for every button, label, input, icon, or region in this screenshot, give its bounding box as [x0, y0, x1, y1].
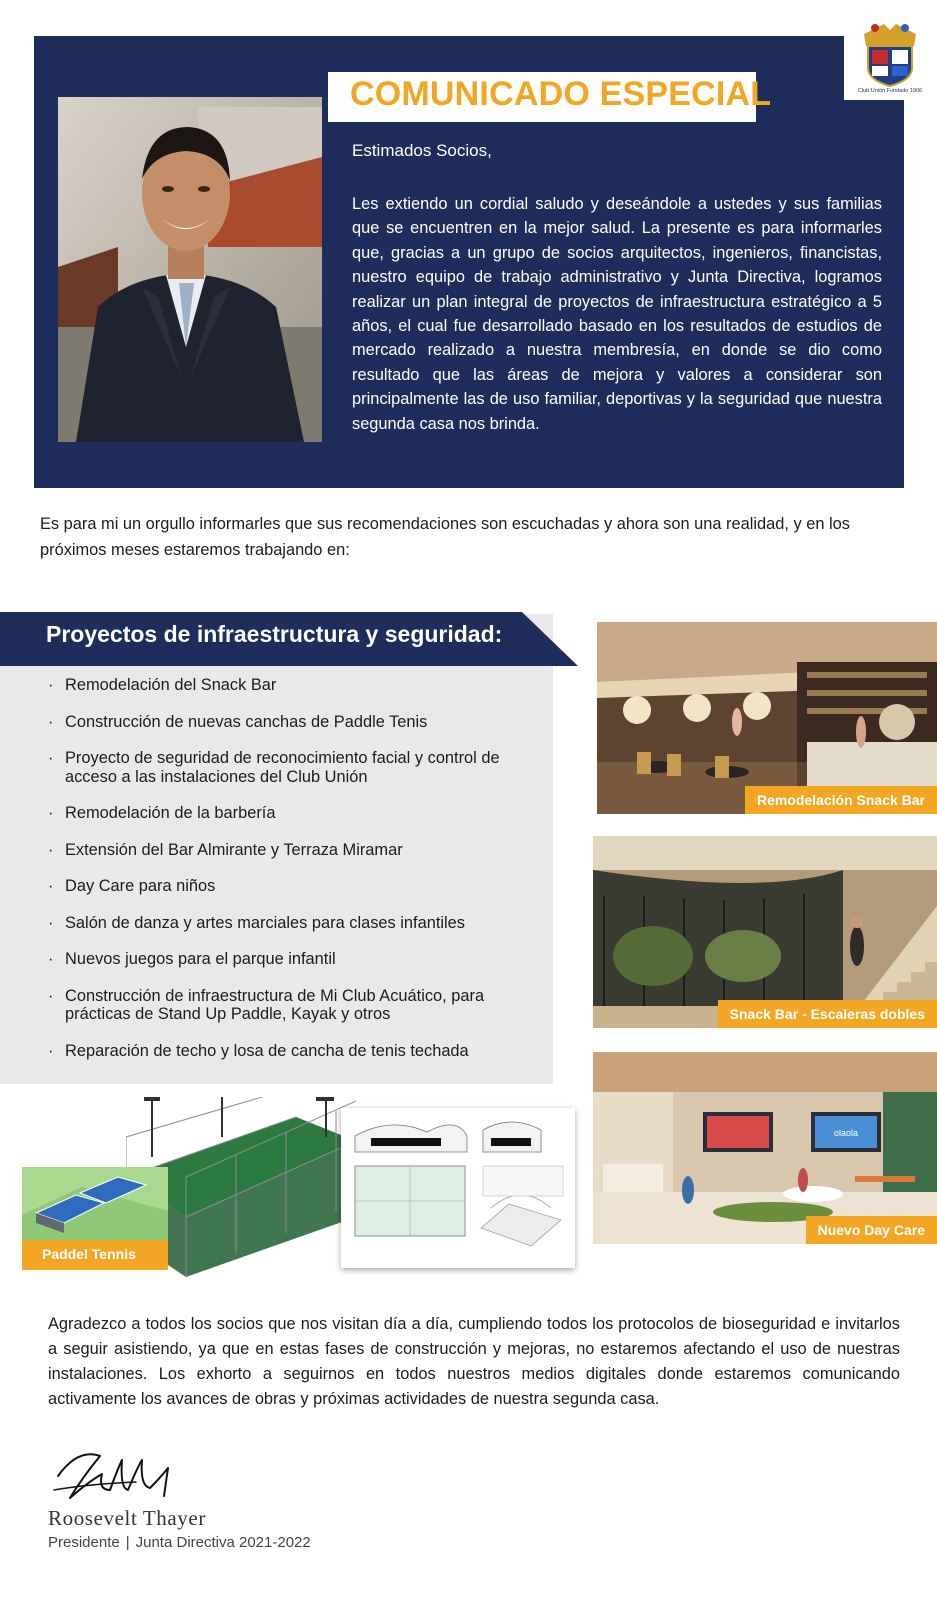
padel-caption: Paddel Tennis — [42, 1246, 136, 1262]
greeting: Estimados Socios, — [352, 141, 492, 160]
bullet-icon: · — [48, 877, 54, 895]
list-item: · Construcción de infraestructura de Mi Club Acuático, para prácticas de Stand Up Paddle, Kayak y otros — [48, 986, 485, 1023]
list-item: · Nuevos juegos para el parque infantil — [48, 950, 336, 968]
closing-paragraph: Agradezco a todos los socios que nos visitan día a día, cumpliendo todos los protocolos de bioseguridad e invitarlos a seguir asistiendo, ya que en estas fases de construcción y mejoras, no estaremos afectando el uso de nuestras instalaciones. Los exhorto a seguirnos en todos nuestros medios digitales donde estaremos comunicando activamente los avances de obras y próximas actividades de nuestra segunda casa. — [48, 1315, 900, 1408]
announcement-paragraph: Es para mi un orgullo informarles que sus recomendaciones son escuchadas y ahora son una realidad, y en los próximos meses estaremos trabajando en: — [40, 515, 850, 559]
role-separator: | — [125, 1534, 130, 1551]
bullet-icon: · — [48, 804, 54, 822]
club-logo — [844, 16, 937, 100]
list-item: · Remodelación de la barbería — [48, 804, 276, 822]
signer-name: Roosevelt Thayer — [48, 1506, 206, 1530]
stairs-render — [593, 836, 937, 1028]
bullet-icon: · — [48, 840, 54, 859]
intro-paragraph: Les extiendo un cordial saludo y deseándole a ustedes y sus familias que se encuentren en la mejor salud. La presente es para informarles que, gracias a un grupo de socios arquitectos, ingenieros, financistas, nuestro equipo de trabajo administrativo y Junta Directiva, logramos realizar un plan integral de proyectos de infraestructura estratégico a 5 años, el cual fue desarrollado basado en los resultados de estudios de mercado realizado a nuestra membresía, en donde se dio como resultado que las áreas de mejora y valores a considerar son principalmente las de uso familiar, deportivas y la seguridad que nuestra segunda casa nos brinda. — [352, 195, 882, 433]
projects-list — [46, 676, 546, 1078]
crest-icon — [844, 16, 937, 100]
snack-bar-render — [597, 622, 937, 814]
svg-text:Club Unión Fundado 1906: Club Unión Fundado 1906 — [857, 88, 923, 94]
projects-heading: Proyectos de infraestructura y seguridad: — [46, 621, 503, 647]
bullet-icon: · — [48, 749, 54, 767]
stairs-caption: Snack Bar - Escaleras dobles — [718, 1000, 937, 1028]
day-care-caption: Nuevo Day Care — [806, 1216, 937, 1244]
bullet-icon: · — [48, 712, 54, 731]
padel-court-blueprint — [341, 1108, 575, 1268]
list-item: · Salón de danza y artes marciales para clases infantiles — [48, 913, 465, 932]
signer-title: Presidente — [48, 1534, 120, 1551]
list-item: · Reparación de techo y losa de cancha de tenis techada — [48, 1041, 469, 1060]
list-item: · Day Care para niños — [48, 877, 216, 895]
list-item: · Extensión del Bar Almirante y Terraza Miramar — [48, 840, 403, 859]
signer-role — [48, 1534, 317, 1551]
bullet-icon: · — [48, 950, 54, 968]
president-portrait — [58, 97, 322, 442]
svg-text:olaola: olaola — [833, 1128, 859, 1138]
list-item: · Remodelación del Snack Bar — [48, 676, 277, 694]
list-item: · Construcción de nuevas canchas de Paddle Tenis — [48, 712, 428, 731]
bullet-icon: · — [48, 1041, 54, 1060]
page-title: COMUNICADO ESPECIAL — [350, 75, 772, 113]
snack-bar-caption: Remodelación Snack Bar — [745, 786, 937, 814]
bullet-icon: · — [48, 986, 54, 1005]
bullet-icon: · — [48, 676, 54, 694]
bullet-icon: · — [48, 913, 54, 932]
day-care-render — [593, 1052, 937, 1244]
board-term: Junta Directiva 2021-2022 — [135, 1534, 311, 1551]
list-item: · Proyecto de seguridad de reconocimiento facial y control de acceso a las instalaciones del Club Unión — [48, 749, 500, 786]
